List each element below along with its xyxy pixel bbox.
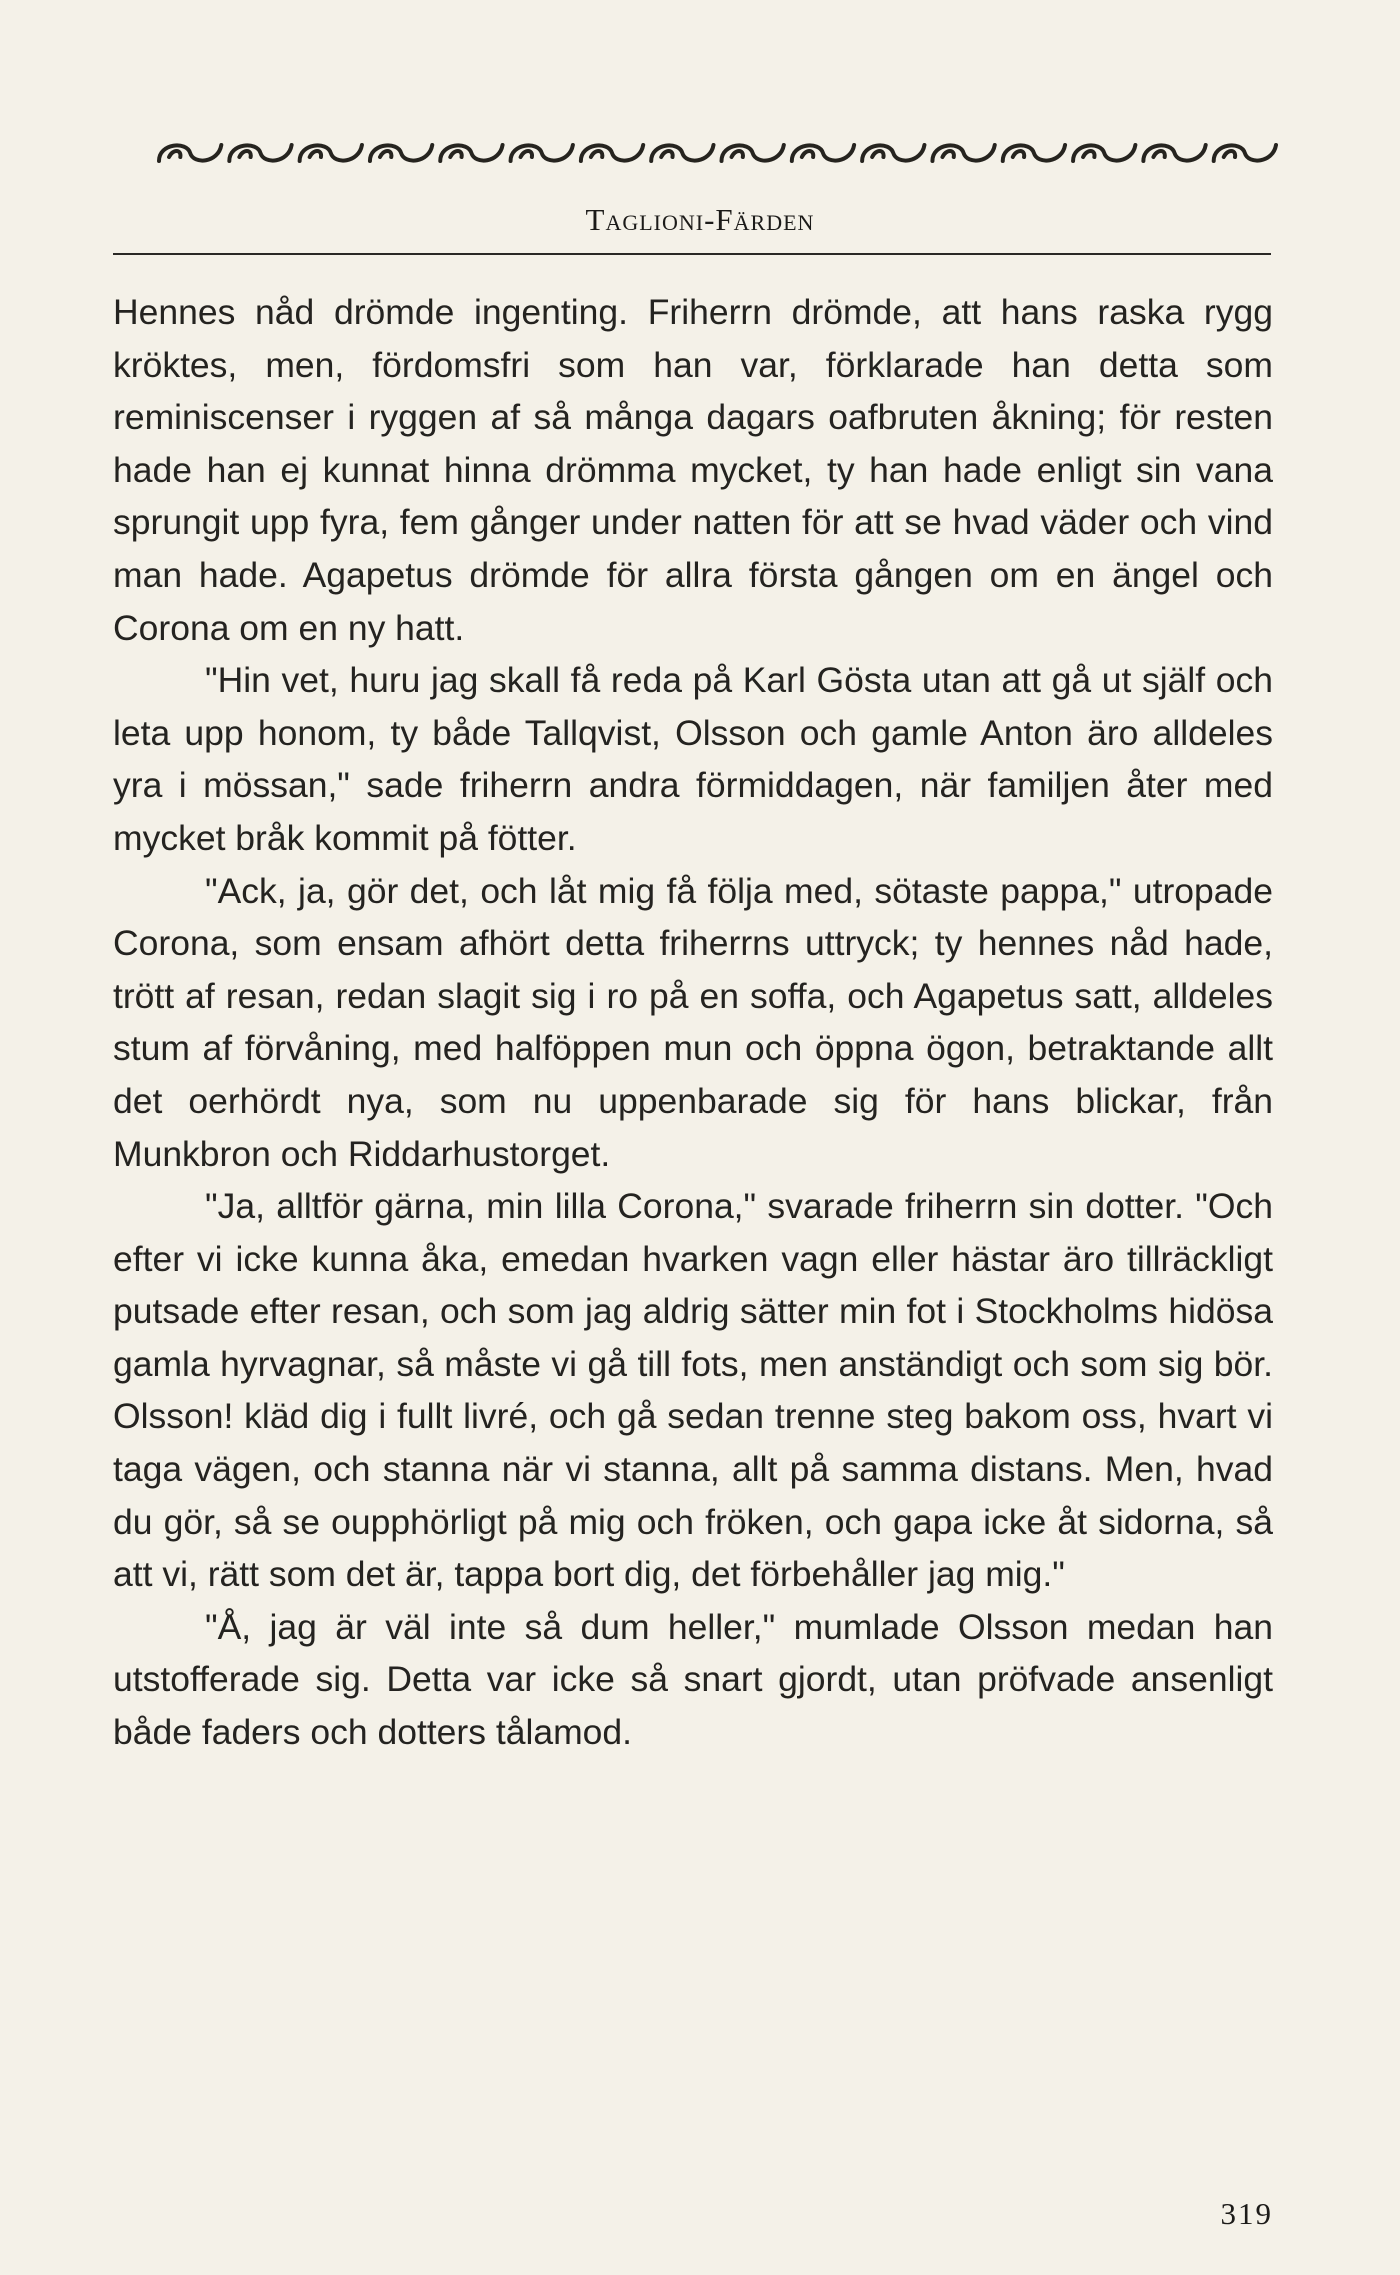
ornament-scroll [229,145,291,161]
ornament-scroll [159,145,221,161]
page-number: 319 [1220,2196,1273,2231]
header-ornament-border [155,135,1280,171]
ornament-scroll [1003,145,1065,161]
ornament-scroll [862,145,924,161]
paragraph: "Å, jag är väl inte så dum heller," mumlade Olsson medan han utstofferade sig. Detta var icke så snart gjordt, utan pröfvade ansenligt både faders och dotters tålamod. [113,1606,1273,1753]
header-rule [113,253,1271,255]
ornament-scroll [792,145,854,161]
paragraph: "Hin vet, huru jag skall få reda på Karl Gösta utan att gå ut själf och leta upp honom, ty både Tallqvist, Olsson och gamle Anton äro alldeles yra i mössan," sade friherrn andra förmiddagen, när familjen åter med mycket bråk kommit på fötter. [113,660,1273,858]
ornament-scroll [1073,145,1135,161]
ornament-scroll [1143,145,1205,161]
ornament-scroll [300,145,362,161]
paragraph: "Ack, ja, gör det, och låt mig få följa med, sötaste pappa," utropade Corona, som ensam afhört detta friherrns uttryck; ty hennes nåd hade, trött af resan, redan slagit sig i ro på en soffa, och Agapetus satt, alldeles stum af förvåning, med halföppen mun och öppna ögon, betraktande allt det oerhördt nya, som nu uppenbarade sig för hans blickar, från Munkbron och Riddarhustorget. [113,870,1273,1174]
ornament-scroll [511,145,573,161]
ornament-scroll [440,145,502,161]
ornament-scroll [932,145,994,161]
ornament-scroll [581,145,643,161]
ornament-scroll [722,145,784,161]
body-text [113,286,1273,1759]
ornament-scroll [1214,145,1276,161]
paragraph: "Ja, alltför gärna, min lilla Corona," svarade friherrn sin dotter. "Och efter vi icke kunna åka, emedan hvarken vagn eller hästar äro tillräckligt putsade efter resan, och som jag aldrig sätter min fot i Stockholms hidösa gamla hyrvagnar, så måste vi gå till fots, men anständigt och som sig bör. Olsson! kläd dig i fullt livré, och gå sedan trenne steg bakom oss, hvart vi taga vägen, och stanna när vi stanna, allt på samma distans. Men, hvad du gör, så se oupphörligt på mig och fröken, och gapa icke åt sidorna, så att vi, rätt som det är, tappa bort dig, det förbehåller jag mig." [113,1186,1273,1595]
ornament-scroll [651,145,713,161]
ornament-scroll [370,145,432,161]
paragraph: Hennes nåd drömde ingenting. Friherrn drömde, att hans raska rygg kröktes, men, fördomsfri som han var, förklarade han detta som reminiscenser i ryggen af så många dagars oafbruten åkning; för resten hade han ej kunnat hinna drömma mycket, ty han hade enligt sin vana sprungit upp fyra, fem gånger under natten för att se hvad väder och vind man hade. Agapetus drömde för allra första gången om en ängel och Corona om en ny hatt. [113,292,1273,648]
running-title: Taglioni-Färden [585,202,815,237]
